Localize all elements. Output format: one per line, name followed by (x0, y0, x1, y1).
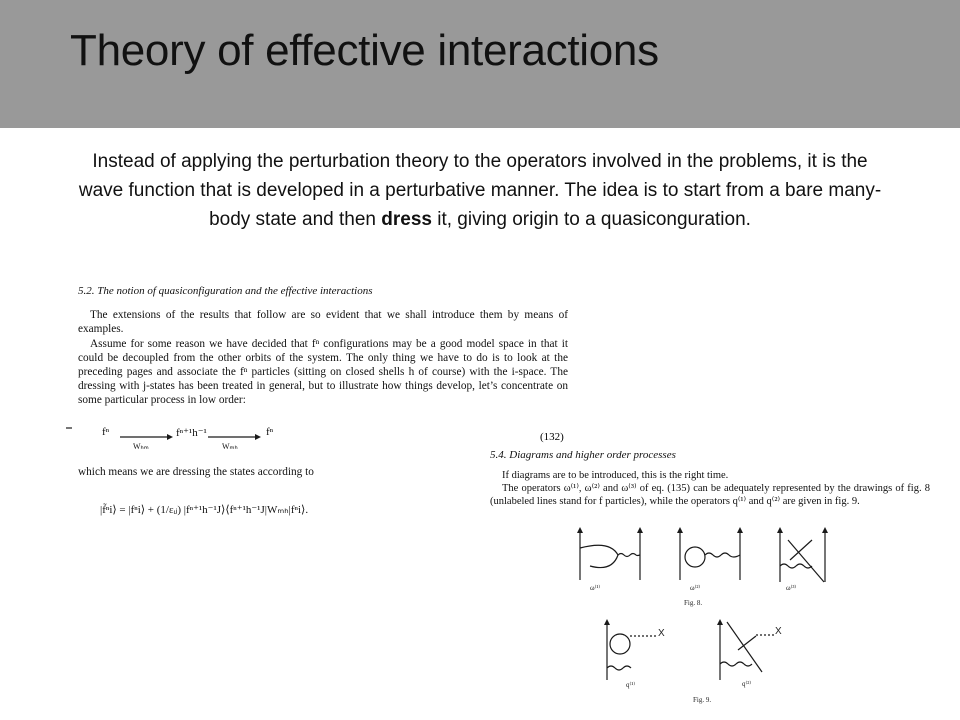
intro-paragraph (70, 147, 890, 234)
fig9-label-2: q⁽²⁾ (742, 680, 752, 688)
fig8-diagram-2 (680, 530, 740, 580)
process-weight-1: Wₕₘ (133, 442, 149, 451)
page-number: (132) (540, 431, 564, 443)
process-intermediate: fⁿ⁺¹h⁻¹ (176, 427, 207, 439)
dressing-text: which means we are dressing the states according to (78, 466, 314, 478)
section-heading: 5.4. Diagrams and higher order processes (490, 449, 676, 461)
fig9-label-1: q⁽¹⁾ (626, 681, 636, 689)
process-weight-2: Wₘₕ (222, 442, 238, 451)
fig8-label-2: ω⁽²⁾ (690, 584, 701, 592)
excerpt-paragraph: If diagrams are to be introduced, this is the right time. (502, 470, 729, 481)
dressing-equation: |f̃ⁿi⟩ = |fⁿi⟩ + (1/εᵢⱼ) |fⁿ⁺¹h⁻¹J⟩⟨fⁿ⁺¹h⁻¹J|Wₘₕ|fⁿi⟩. (100, 504, 309, 516)
fig9-diagram-1 (607, 622, 656, 680)
fig9-diagram-2 (720, 622, 775, 680)
book-excerpt-left (78, 284, 568, 408)
intro-text-before: Instead of applying the perturbation theory to the operators involved in the problems, it is the wave function that is developed in a perturbative manner. The idea is to start from a bare many-body state and then (78, 151, 882, 230)
excerpt-paragraph: The operators ω⁽¹⁾, ω⁽²⁾ and ω⁽³⁾ of eq. (135) can be adequately represented by the drawings of fig. 8 (unlabeled lines stand for f particles), while the operators q⁽¹⁾ and q⁽²⁾ are given in fig. 9. (490, 483, 930, 507)
fig9-x-mark-1: X (658, 628, 665, 639)
book-excerpt-right (490, 449, 930, 508)
fig8-caption: Fig. 8. (684, 599, 703, 607)
excerpt-paragraph: Assume for some reason we have decided that fⁿ configurations may be a good model space in that it could be decoupled from the other orbits of the system. The only thing we have to do is to look at the preceding pages and associate the fⁿ particles (sitting on closed shells h of course) with the i-space. The dressing with j-states has been treated in general, but to illustrate how things develop, let’s concentrate on some particular process in low order: (78, 337, 568, 407)
fig8-diagram-3 (780, 530, 825, 582)
fig8-label-3: ω⁽³⁾ (786, 584, 797, 592)
process-end: fⁿ (266, 426, 274, 438)
fig9-caption: Fig. 9. (693, 696, 712, 704)
fig8-label-1: ω⁽¹⁾ (590, 584, 601, 592)
intro-text-after: it, giving origin to a quasiconguration. (431, 209, 751, 230)
section-heading: 5.2. The notion of quasiconfiguration and the effective interactions (78, 285, 373, 297)
process-start: fⁿ (102, 426, 110, 438)
excerpt-paragraph: The extensions of the results that follow are so evident that we shall introduce them by means of examples. (78, 309, 568, 336)
intro-bold-word: dress (381, 209, 432, 230)
fig9-x-mark-2: X (775, 626, 782, 637)
fig8-diagram-1 (580, 530, 640, 580)
slide-title: Theory of effective interactions (70, 26, 659, 75)
